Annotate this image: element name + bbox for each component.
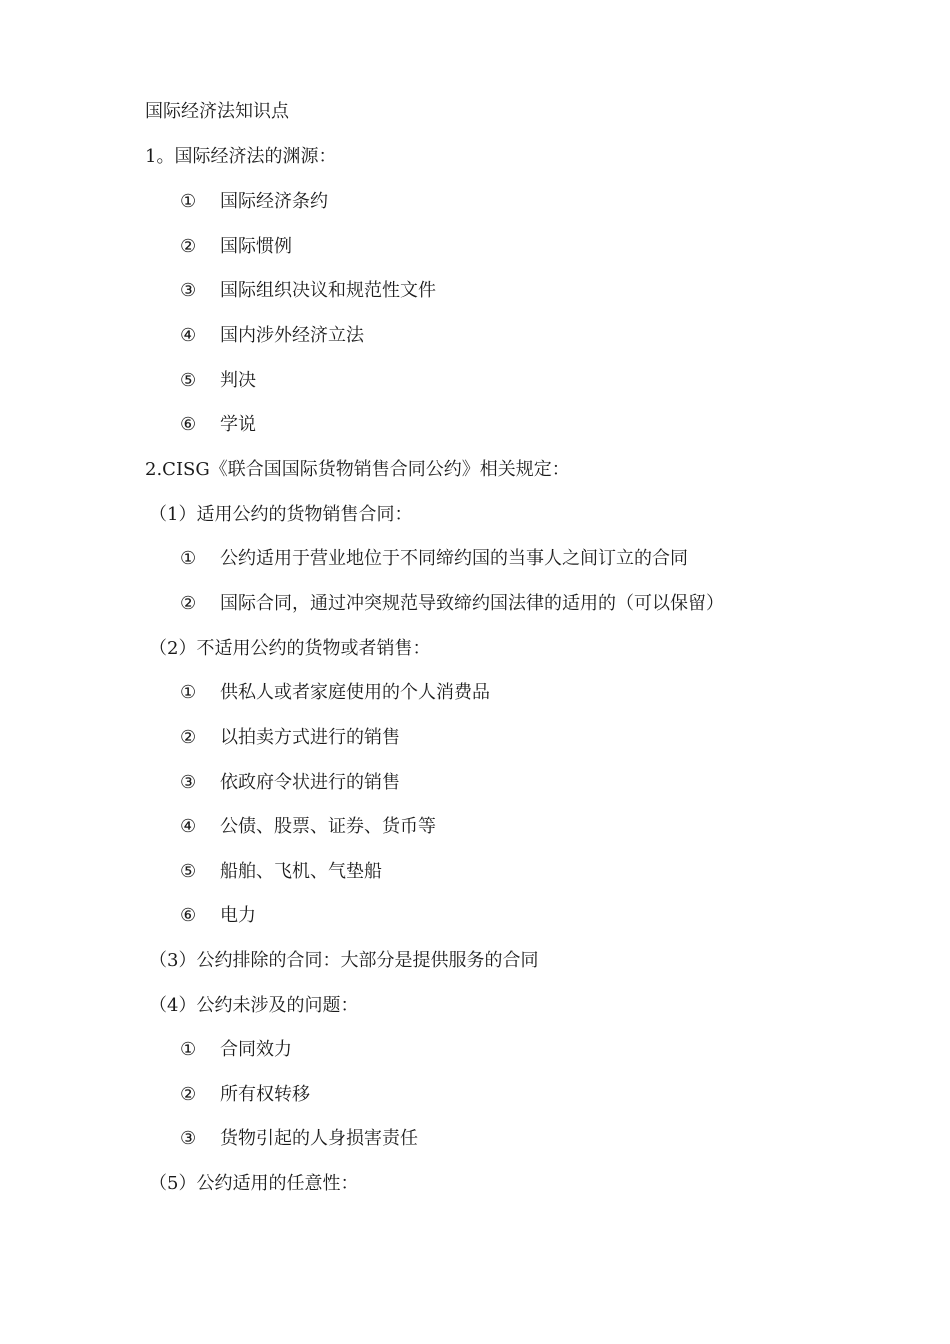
item-text: 国内涉外经济立法 bbox=[220, 325, 364, 346]
item-text: 合同效力 bbox=[220, 1039, 292, 1060]
list-item bbox=[180, 413, 256, 437]
list-item bbox=[180, 1127, 418, 1151]
item-number: ⑤ bbox=[180, 370, 197, 391]
document-title: 国际经济法知识点 bbox=[145, 101, 289, 122]
item-number: ① bbox=[180, 548, 197, 569]
list-item bbox=[180, 235, 292, 259]
subsection-2-heading: （2）不适用公约的货物或者销售： bbox=[149, 638, 431, 659]
subsection-1-heading: （1）适用公约的货物销售合同： bbox=[149, 504, 413, 525]
list-item bbox=[180, 547, 688, 571]
item-number: ② bbox=[180, 236, 197, 257]
item-number: ④ bbox=[180, 816, 197, 837]
list-item bbox=[180, 904, 256, 928]
item-text: 供私人或者家庭使用的个人消费品 bbox=[220, 682, 490, 703]
item-number: ① bbox=[180, 1039, 197, 1060]
list-item bbox=[180, 1038, 292, 1062]
item-text: 以拍卖方式进行的销售 bbox=[220, 727, 400, 748]
item-text: 所有权转移 bbox=[220, 1084, 310, 1105]
item-text: 国际合同，通过冲突规范导致缔约国法律的适用的（可以保留） bbox=[220, 593, 724, 614]
item-text: 公债、股票、证券、货币等 bbox=[220, 816, 436, 837]
list-item bbox=[180, 369, 256, 393]
item-number: ⑥ bbox=[180, 414, 197, 435]
section-2-heading: 2.CISG《联合国国际货物销售合同公约》相关规定： bbox=[145, 459, 570, 480]
list-item bbox=[180, 815, 436, 839]
list-item bbox=[180, 681, 490, 705]
item-number: ④ bbox=[180, 325, 197, 346]
subsection-5-heading: （5）公约适用的任意性： bbox=[149, 1173, 359, 1194]
item-text: 依政府令状进行的销售 bbox=[220, 772, 400, 793]
item-number: ⑤ bbox=[180, 861, 197, 882]
item-text: 国际经济条约 bbox=[220, 191, 328, 212]
item-text: 学说 bbox=[220, 414, 256, 435]
item-number: ② bbox=[180, 593, 197, 614]
item-number: ⑥ bbox=[180, 905, 197, 926]
item-number: ③ bbox=[180, 772, 197, 793]
item-number: ① bbox=[180, 191, 197, 212]
item-text: 国际惯例 bbox=[220, 236, 292, 257]
list-item bbox=[180, 324, 364, 348]
item-number: ② bbox=[180, 1084, 197, 1105]
item-text: 船舶、飞机、气垫船 bbox=[220, 861, 382, 882]
item-number: ② bbox=[180, 727, 197, 748]
item-number: ① bbox=[180, 682, 197, 703]
list-item bbox=[180, 279, 436, 303]
list-item bbox=[180, 1083, 310, 1107]
item-text: 货物引起的人身损害责任 bbox=[220, 1128, 418, 1149]
item-number: ③ bbox=[180, 280, 197, 301]
item-text: 电力 bbox=[220, 905, 256, 926]
list-item bbox=[180, 190, 328, 214]
list-item bbox=[180, 592, 724, 616]
item-text: 公约适用于营业地位于不同缔约国的当事人之间订立的合同 bbox=[220, 548, 688, 569]
item-text: 判决 bbox=[220, 370, 256, 391]
item-text: 国际组织决议和规范性文件 bbox=[220, 280, 436, 301]
section-1-heading: 1。国际经济法的渊源： bbox=[145, 146, 337, 167]
subsection-3-heading: （3）公约排除的合同：大部分是提供服务的合同 bbox=[149, 950, 539, 971]
list-item bbox=[180, 726, 400, 750]
list-item bbox=[180, 771, 400, 795]
item-number: ③ bbox=[180, 1128, 197, 1149]
subsection-4-heading: （4）公约未涉及的问题： bbox=[149, 995, 359, 1016]
list-item bbox=[180, 860, 382, 884]
